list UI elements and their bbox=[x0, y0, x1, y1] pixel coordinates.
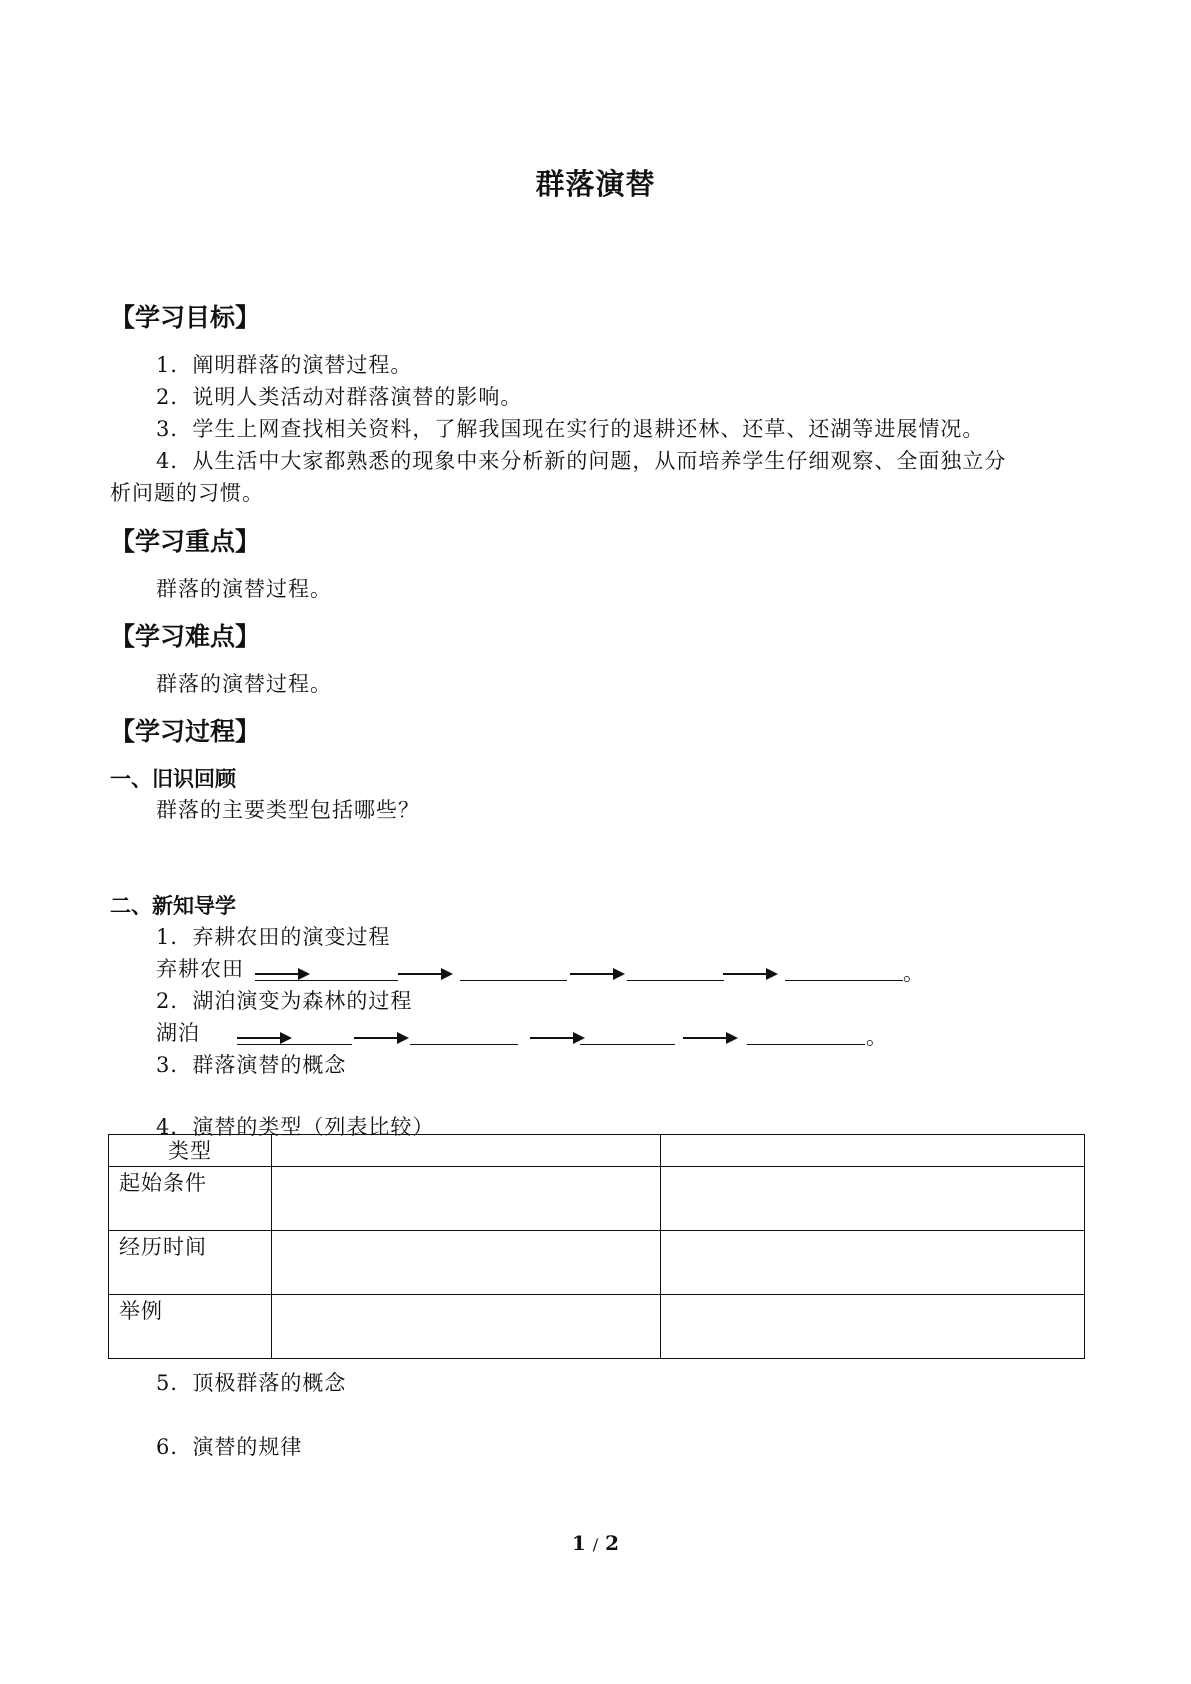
chain1-arrow-2 bbox=[398, 973, 451, 975]
chain2-arrow-3 bbox=[530, 1037, 583, 1039]
table-header-cell-a[interactable] bbox=[272, 1135, 661, 1167]
succession-type-table bbox=[108, 1134, 1085, 1359]
difficulty-text: 群落的演替过程。 bbox=[156, 672, 332, 696]
page-number bbox=[0, 1531, 1191, 1555]
focus-text: 群落的演替过程。 bbox=[156, 577, 332, 601]
chain2-blank-2[interactable] bbox=[410, 1044, 518, 1045]
chain2-arrow-4 bbox=[683, 1037, 736, 1039]
new-item-4: 4．演替的类型（列表比较） bbox=[156, 1115, 435, 1139]
table-cell-duration-b[interactable] bbox=[661, 1231, 1085, 1295]
new-item-2: 2．湖泊演变为森林的过程 bbox=[156, 989, 413, 1013]
new-knowledge-title: 二、新知导学 bbox=[110, 893, 236, 918]
chain1-arrow-3 bbox=[570, 973, 623, 975]
table-cell-start-b[interactable] bbox=[661, 1167, 1085, 1231]
goal-item-2: 2．说明人类活动对群落演替的影响。 bbox=[156, 385, 523, 409]
difficulty-heading: 【学习难点】 bbox=[110, 622, 261, 651]
page-current: 1 bbox=[571, 1531, 586, 1555]
table-cell-duration-a[interactable] bbox=[272, 1231, 661, 1295]
new-item-6: 6．演替的规律 bbox=[156, 1435, 303, 1459]
chain2-arrow-1 bbox=[237, 1037, 290, 1039]
chain2-blank-3[interactable] bbox=[580, 1044, 675, 1045]
page-title: 群落演替 bbox=[535, 167, 656, 201]
page-total: 2 bbox=[605, 1531, 620, 1555]
review-title: 一、旧识回顾 bbox=[110, 766, 236, 791]
table-row-label-duration: 经历时间 bbox=[109, 1231, 272, 1295]
chain1-arrow-4 bbox=[723, 973, 776, 975]
chain2-end: 。 bbox=[866, 1025, 888, 1049]
page-separator: / bbox=[592, 1535, 599, 1554]
chain2-arrow-2 bbox=[354, 1037, 407, 1039]
goal-item-4: 4．从生活中大家都熟悉的现象中来分析新的问题，从而培养学生仔细观察、全面独立分 bbox=[156, 449, 1007, 473]
process-heading: 【学习过程】 bbox=[110, 717, 261, 746]
new-item-5: 5．顶极群落的概念 bbox=[156, 1371, 347, 1395]
chain1-blank-2[interactable] bbox=[460, 980, 567, 981]
chain1-blank-4[interactable] bbox=[785, 980, 903, 981]
chain1-blank-1[interactable] bbox=[255, 980, 398, 981]
review-question: 群落的主要类型包括哪些？ bbox=[156, 798, 420, 822]
chain1-blank-3[interactable] bbox=[627, 980, 724, 981]
chain2-blank-4[interactable] bbox=[747, 1044, 865, 1045]
goals-heading: 【学习目标】 bbox=[110, 303, 261, 332]
table-row-label-start: 起始条件 bbox=[109, 1167, 272, 1231]
table-cell-example-b[interactable] bbox=[661, 1295, 1085, 1359]
table-cell-start-a[interactable] bbox=[272, 1167, 661, 1231]
chain1-arrow-1 bbox=[255, 973, 308, 975]
chain1-end: 。 bbox=[903, 961, 925, 985]
table-header-type: 类型 bbox=[109, 1135, 272, 1167]
table-row-label-example: 举例 bbox=[109, 1295, 272, 1359]
goal-item-1: 1．阐明群落的演替过程。 bbox=[156, 353, 413, 377]
table-header-cell-b[interactable] bbox=[661, 1135, 1085, 1167]
chain1-start: 弃耕农田 bbox=[156, 957, 244, 981]
new-item-3: 3．群落演替的概念 bbox=[156, 1053, 347, 1077]
goal-item-4-cont: 析问题的习惯。 bbox=[110, 481, 264, 505]
table-cell-example-a[interactable] bbox=[272, 1295, 661, 1359]
new-item-1: 1．弃耕农田的演变过程 bbox=[156, 925, 391, 949]
focus-heading: 【学习重点】 bbox=[110, 527, 261, 556]
chain2-blank-1[interactable] bbox=[237, 1044, 352, 1045]
goal-item-3: 3．学生上网查找相关资料，了解我国现在实行的退耕还林、还草、还湖等进展情况。 bbox=[156, 417, 985, 441]
chain2-start: 湖泊 bbox=[156, 1021, 200, 1045]
